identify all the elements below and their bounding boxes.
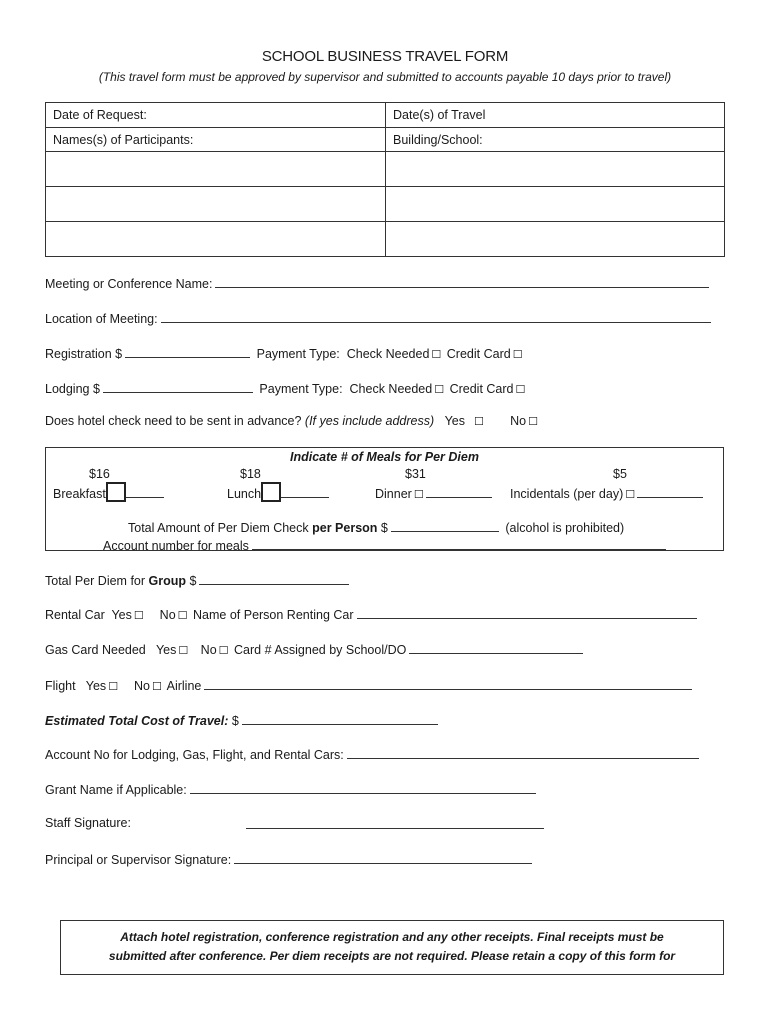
registration-amount-field[interactable] [125, 345, 250, 358]
rental-no-label: No [159, 608, 176, 622]
incidentals-amount: $5 [613, 467, 627, 481]
building-row-2[interactable] [386, 187, 725, 222]
flight-yes-label: Yes [85, 679, 107, 693]
breakfast-label: Breakfast [53, 487, 106, 501]
grant-row [45, 781, 539, 797]
lunch-count-field[interactable] [281, 485, 329, 498]
check-needed-label: Check Needed [349, 382, 433, 396]
group-total-field[interactable] [199, 572, 349, 585]
estimated-cost-row [45, 712, 441, 728]
meeting-name-row [45, 275, 712, 291]
dates-of-travel-cell[interactable] [386, 103, 725, 128]
per-person-dollar: $ [380, 521, 388, 535]
notice-line-1: Attach hotel registration, conference registration and any other receipts. Final receipts must be [120, 930, 664, 944]
hotel-question-row [45, 414, 540, 428]
staff-signature-line-wrap [246, 816, 544, 832]
rental-car-label: Rental Car [45, 608, 105, 622]
rental-yes-checkbox[interactable]: ☐ [133, 609, 144, 622]
gas-card-number-field[interactable] [409, 641, 583, 654]
account-meals-field[interactable] [252, 537, 666, 550]
incidentals-label: Incidentals (per day) [510, 487, 624, 501]
principal-signature-row [45, 851, 535, 867]
dates-of-travel-label: Date(s) of Travel [393, 108, 486, 122]
hotel-yes-checkbox[interactable]: ☐ [473, 415, 484, 428]
account-meals-label: Account number for meals [103, 539, 249, 553]
alcohol-note: (alcohol is prohibited) [505, 521, 625, 535]
rental-person-field[interactable] [357, 606, 697, 619]
participants-cell[interactable] [46, 128, 386, 152]
gas-card-row [45, 641, 586, 657]
hotel-yes-label: Yes [444, 414, 465, 428]
breakfast-count-field[interactable] [126, 485, 164, 498]
notice-line-2: submitted after conference. Per diem receipts are not required. Please retain a copy of this form for [108, 949, 676, 963]
form-title: SCHOOL BUSINESS TRAVEL FORM [261, 48, 509, 65]
airline-label: Airline [166, 679, 202, 693]
lunch-label: Lunch [227, 487, 262, 501]
per-person-bold: per Person [312, 521, 378, 535]
location-row [45, 310, 714, 326]
building-row-1[interactable] [386, 152, 725, 187]
staff-signature-row [45, 816, 131, 830]
per-person-total-field[interactable] [391, 519, 499, 532]
participant-row-2[interactable] [46, 187, 386, 222]
incidentals-checkbox[interactable]: ☐ [625, 488, 636, 501]
gas-card-number-label: Card # Assigned by School/DO [234, 643, 407, 657]
form-subtitle: (This travel form must be approved by supervisor and submitted to accounts payable 10 days prior to travel) [98, 70, 672, 84]
hotel-no-checkbox[interactable]: ☐ [528, 415, 538, 428]
flight-yes-checkbox[interactable]: ☐ [108, 680, 119, 693]
estimated-cost-field[interactable] [242, 712, 438, 725]
dinner-amount: $31 [405, 467, 426, 481]
lunch-count-box[interactable] [261, 482, 281, 502]
lodging-amount-field[interactable] [103, 380, 253, 393]
per-diem-box [45, 447, 724, 551]
staff-signature-field[interactable] [246, 816, 544, 829]
flight-row [45, 677, 695, 693]
group-total-label: Total Per Diem for [45, 574, 146, 588]
registration-check-checkbox[interactable]: ☐ [431, 348, 442, 361]
lodging-credit-checkbox[interactable]: ☐ [515, 383, 526, 396]
grant-label: Grant Name if Applicable: [45, 783, 187, 797]
credit-card-label: Credit Card [446, 347, 511, 361]
rental-person-label: Name of Person Renting Car [193, 608, 354, 622]
dinner-group [375, 485, 495, 501]
group-bold: Group [148, 574, 187, 588]
accounts-label: Account No for Lodging, Gas, Flight, and Rental Cars: [45, 748, 344, 762]
gas-no-checkbox[interactable]: ☐ [218, 644, 229, 657]
lodging-check-checkbox[interactable]: ☐ [434, 383, 445, 396]
group-dollar: $ [189, 574, 197, 588]
gas-yes-label: Yes [155, 643, 177, 657]
lunch-group [227, 485, 332, 502]
accounts-field[interactable] [347, 746, 699, 759]
accounts-row [45, 746, 702, 762]
account-meals-row [103, 537, 669, 553]
registration-row [45, 345, 525, 361]
meeting-name-field[interactable] [215, 275, 709, 288]
breakfast-amount: $16 [89, 467, 110, 481]
credit-card-label: Credit Card [449, 382, 514, 396]
hotel-note: (If yes include address) [304, 414, 435, 428]
incidentals-count-field[interactable] [637, 485, 703, 498]
registration-label: Registration $ [45, 347, 123, 361]
check-needed-label: Check Needed [346, 347, 430, 361]
lodging-row [45, 380, 527, 396]
flight-no-label: No [133, 679, 150, 693]
breakfast-group [53, 485, 167, 502]
receipts-notice [60, 920, 724, 975]
dinner-label: Dinner [375, 487, 412, 501]
rental-yes-label: Yes [111, 608, 132, 622]
flight-no-checkbox[interactable]: ☐ [151, 680, 162, 693]
hotel-no-label: No [510, 414, 527, 428]
breakfast-count-box[interactable] [106, 482, 126, 502]
registration-credit-checkbox[interactable]: ☐ [512, 348, 523, 361]
payment-type-label: Payment Type: [256, 347, 340, 361]
dinner-count-field[interactable] [426, 485, 492, 498]
building-row-3[interactable] [386, 222, 725, 257]
staff-signature-label: Staff Signature: [45, 816, 131, 830]
date-of-request-label: Date of Request: [53, 108, 147, 122]
estimated-cost-dollar: $ [231, 714, 239, 728]
participant-row-3[interactable] [46, 222, 386, 257]
lunch-amount: $18 [240, 467, 261, 481]
meeting-name-label: Meeting or Conference Name: [45, 277, 213, 291]
location-field[interactable] [161, 310, 711, 323]
airline-field[interactable] [204, 677, 692, 690]
participant-row-1[interactable] [46, 152, 386, 187]
per-diem-heading: Indicate # of Meals for Per Diem [290, 450, 479, 464]
hotel-question-label: Does hotel check need to be sent in advance? [45, 414, 302, 428]
gas-no-label: No [200, 643, 217, 657]
gas-card-label: Gas Card Needed [45, 643, 146, 657]
grant-field[interactable] [190, 781, 536, 794]
incidentals-group [510, 485, 706, 501]
estimated-cost-label: Estimated Total Cost of Travel: [45, 714, 229, 728]
rental-no-checkbox[interactable]: ☐ [177, 609, 188, 622]
payment-type-label: Payment Type: [259, 382, 343, 396]
building-school-cell[interactable] [386, 128, 725, 152]
lodging-label: Lodging $ [45, 382, 100, 396]
group-total-row [45, 572, 352, 588]
participants-label: Names(s) of Participants: [53, 132, 194, 147]
principal-signature-label: Principal or Supervisor Signature: [45, 853, 232, 867]
principal-signature-field[interactable] [234, 851, 532, 864]
gas-yes-checkbox[interactable]: ☐ [178, 644, 189, 657]
date-of-request-cell[interactable] [46, 103, 386, 128]
building-school-label: Building/School: [393, 132, 483, 147]
per-person-total-label: Total Amount of Per Diem Check [128, 521, 309, 535]
rental-car-row [45, 606, 700, 622]
location-label: Location of Meeting: [45, 312, 158, 326]
dinner-checkbox[interactable]: ☐ [413, 488, 424, 501]
request-table [45, 102, 725, 257]
per-person-total-row [128, 519, 624, 535]
flight-label: Flight [45, 679, 76, 693]
